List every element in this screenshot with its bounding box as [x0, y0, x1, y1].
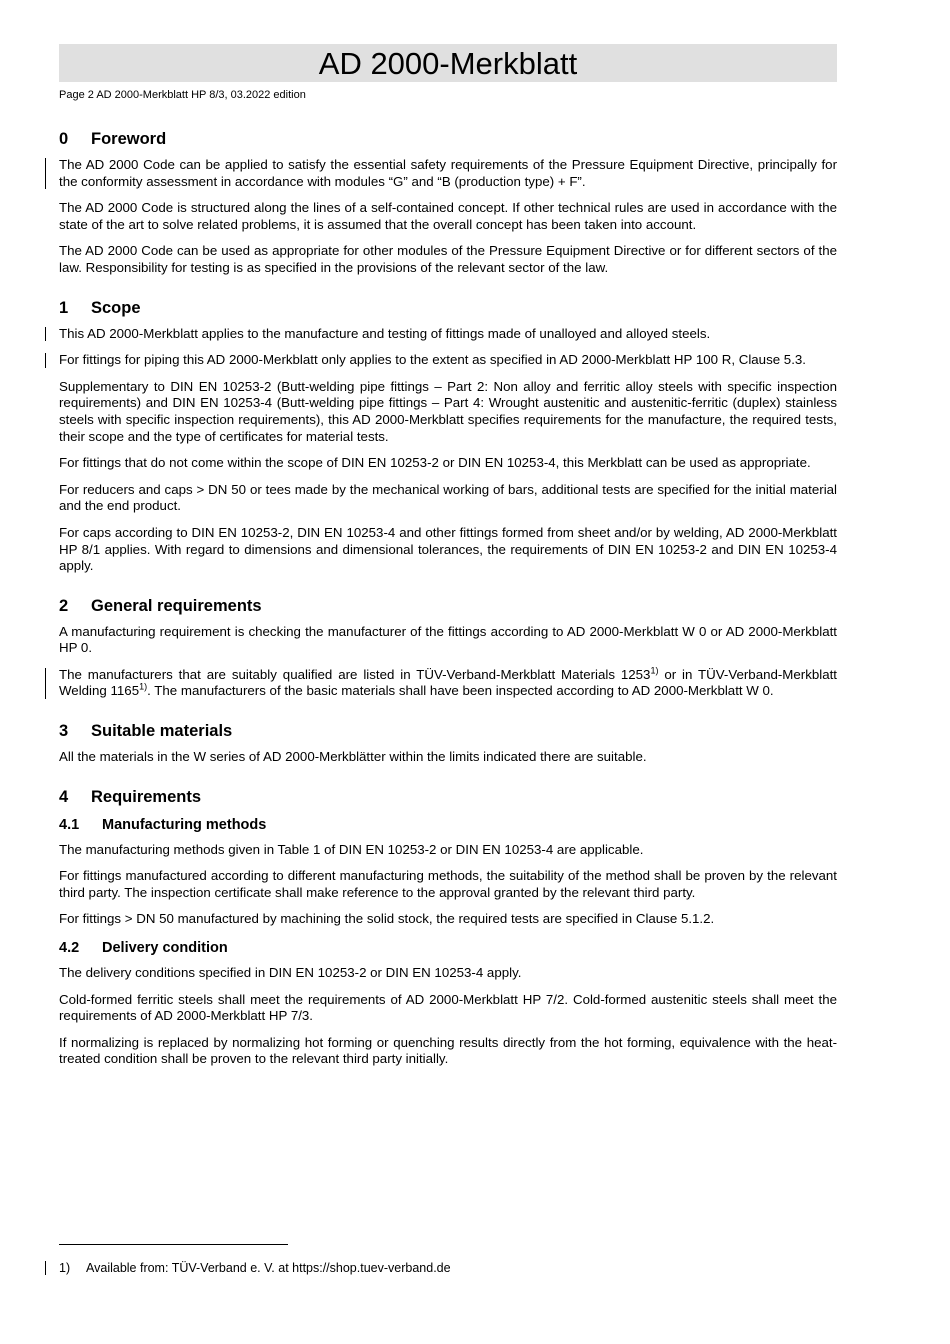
section-title: Foreword [91, 130, 167, 148]
paragraph: For fittings > DN 50 manufactured by machining the solid stock, the required tests are specified in Clause 5.1.2. [59, 911, 715, 927]
paragraph: For fittings manufactured according to different manufacturing methods, the suitability of the method shall be proven by the relevant third party. The inspection certificate shall make reference to the approval granted by the relevant third party. [59, 868, 837, 900]
section-suitable-materials [59, 720, 837, 766]
paragraph: Cold-formed ferritic steels shall meet the requirements of AD 2000-Merkblatt HP 7/2. Cold-formed austenitic steels shall meet the requirements of AD 2000-Merkblatt HP 7/3. [59, 991, 837, 1024]
subsection-title: Manufacturing methods [102, 816, 267, 833]
paragraph [59, 667, 837, 700]
section-number: 2 [59, 596, 69, 615]
paragraph: For reducers and caps > DN 50 or tees made by the mechanical working of bars, additional tests are specified for the initial material and the end product. [59, 481, 837, 514]
section-number: 4 [59, 787, 69, 806]
paragraph: For caps according to DIN EN 10253-2, DIN EN 10253-4 and other fittings formed from sheet and/or by welding, AD 2000-Merkblatt HP 8/1 applies. With regard to dimensions and dimensional tolerances, the requirements of DIN EN 10253-2 and DIN EN 10253-4 apply. [59, 524, 837, 574]
paragraph-text: The manufacturers that are suitably qualified are listed in TÜV-Verband-Merkblatt Materials 1253 [59, 666, 651, 682]
footnote-text: Available from: TÜV-Verband e. V. at https://shop.tuev-verband.de [86, 1261, 451, 1275]
paragraph-text: or in TÜV-Verband-Merkblatt Welding 1165 [59, 666, 837, 699]
section-scope [59, 297, 837, 575]
paragraph: Supplementary to DIN EN 10253-2 (Butt-welding pipe fittings – Part 2: Non alloy and ferritic alloy steels with specific inspection requirements) and DIN EN 10253-4 (Butt-welding pipe fittings – Part 4: Wrought austenitic and austenitic-ferritic (duplex) stainless steels with specific inspection requirements), this AD 2000-Merkblatt specifies requirements for the manufacture, the required tests, their scope and the type of certificates for material tests. [59, 378, 837, 444]
section-number: 0 [59, 130, 69, 148]
paragraph: All the materials in the W series of AD 2000-Merkblätter within the limits indicated there are suitable. [59, 749, 647, 765]
section-title: General requirements [91, 596, 262, 615]
subsection-number: 4.2 [59, 940, 80, 957]
document-body [59, 128, 837, 1088]
paragraph: The AD 2000 Code is structured along the lines of a self-contained concept. If other technical rules are used in accordance with the state of the art to solve related problems, it is assumed that the overall concept has been taken into account. [59, 200, 837, 232]
subsection-number: 4.1 [59, 816, 80, 833]
section-heading [59, 128, 837, 150]
footnote [59, 1260, 451, 1276]
paragraph-text: . The manufacturers of the basic materials shall have been inspected according to AD 2000-Merkblatt W 0. [147, 683, 774, 699]
subsection-heading [59, 815, 837, 835]
paragraph: The manufacturing methods given in Table 1 of DIN EN 10253-2 or DIN EN 10253-4 are applicable. [59, 841, 644, 857]
paragraph: This AD 2000-Merkblatt applies to the manufacture and testing of fittings made of unalloyed and alloyed steels. [59, 326, 837, 343]
paragraph: For fittings that do not come within the scope of DIN EN 10253-2 or DIN EN 10253-4, this Merkblatt can be used as appropriate. [59, 455, 811, 471]
subsection-heading [59, 938, 837, 958]
page-info: Page 2 AD 2000-Merkblatt HP 8/3, 03.2022 edition [59, 89, 306, 101]
section-title: Requirements [91, 787, 202, 806]
paragraph: The delivery conditions specified in DIN EN 10253-2 or DIN EN 10253-4 apply. [59, 965, 522, 981]
paragraph: The AD 2000 Code can be used as appropriate for other modules of the Pressure Equipment Directive or for different sectors of the law. Responsibility for testing is as specified in the provisions of the relevant sector of the law. [59, 243, 837, 275]
paragraph: For fittings for piping this AD 2000-Merkblatt only applies to the extent as specified in AD 2000-Merkblatt HP 100 R, Clause 5.3. [59, 352, 837, 369]
paragraph: If normalizing is replaced by normalizing hot forming or quenching results directly from the hot forming, equivalence with the heat-treated condition shall be proven to the relevant third party initially. [59, 1034, 837, 1067]
section-title: Scope [91, 298, 141, 317]
footnote-ref[interactable]: 1) [650, 665, 659, 676]
section-number: 3 [59, 722, 69, 741]
footnote-number: 1) [59, 1261, 71, 1275]
document-title: AD 2000-Merkblatt [59, 44, 837, 82]
paragraph: The AD 2000 Code can be applied to satisfy the essential safety requirements of the Pressure Equipment Directive, principally for the conformity assessment in accordance with modules “G” and “B (production type) + F”. [59, 157, 837, 189]
footnote-separator [59, 1244, 288, 1245]
section-general-requirements [59, 595, 837, 700]
section-heading [59, 786, 837, 808]
section-heading [59, 297, 837, 319]
section-foreword [59, 128, 837, 277]
paragraph: A manufacturing requirement is checking the manufacturer of the fittings according to AD 2000-Merkblatt W 0 or AD 2000-Merkblatt HP 0. [59, 623, 837, 656]
footnote-ref[interactable]: 1) [139, 682, 148, 693]
section-heading [59, 720, 837, 742]
section-heading [59, 595, 837, 617]
section-title: Suitable materials [91, 722, 233, 741]
section-requirements [59, 786, 837, 1068]
section-number: 1 [59, 298, 69, 317]
subsection-title: Delivery condition [102, 940, 228, 957]
